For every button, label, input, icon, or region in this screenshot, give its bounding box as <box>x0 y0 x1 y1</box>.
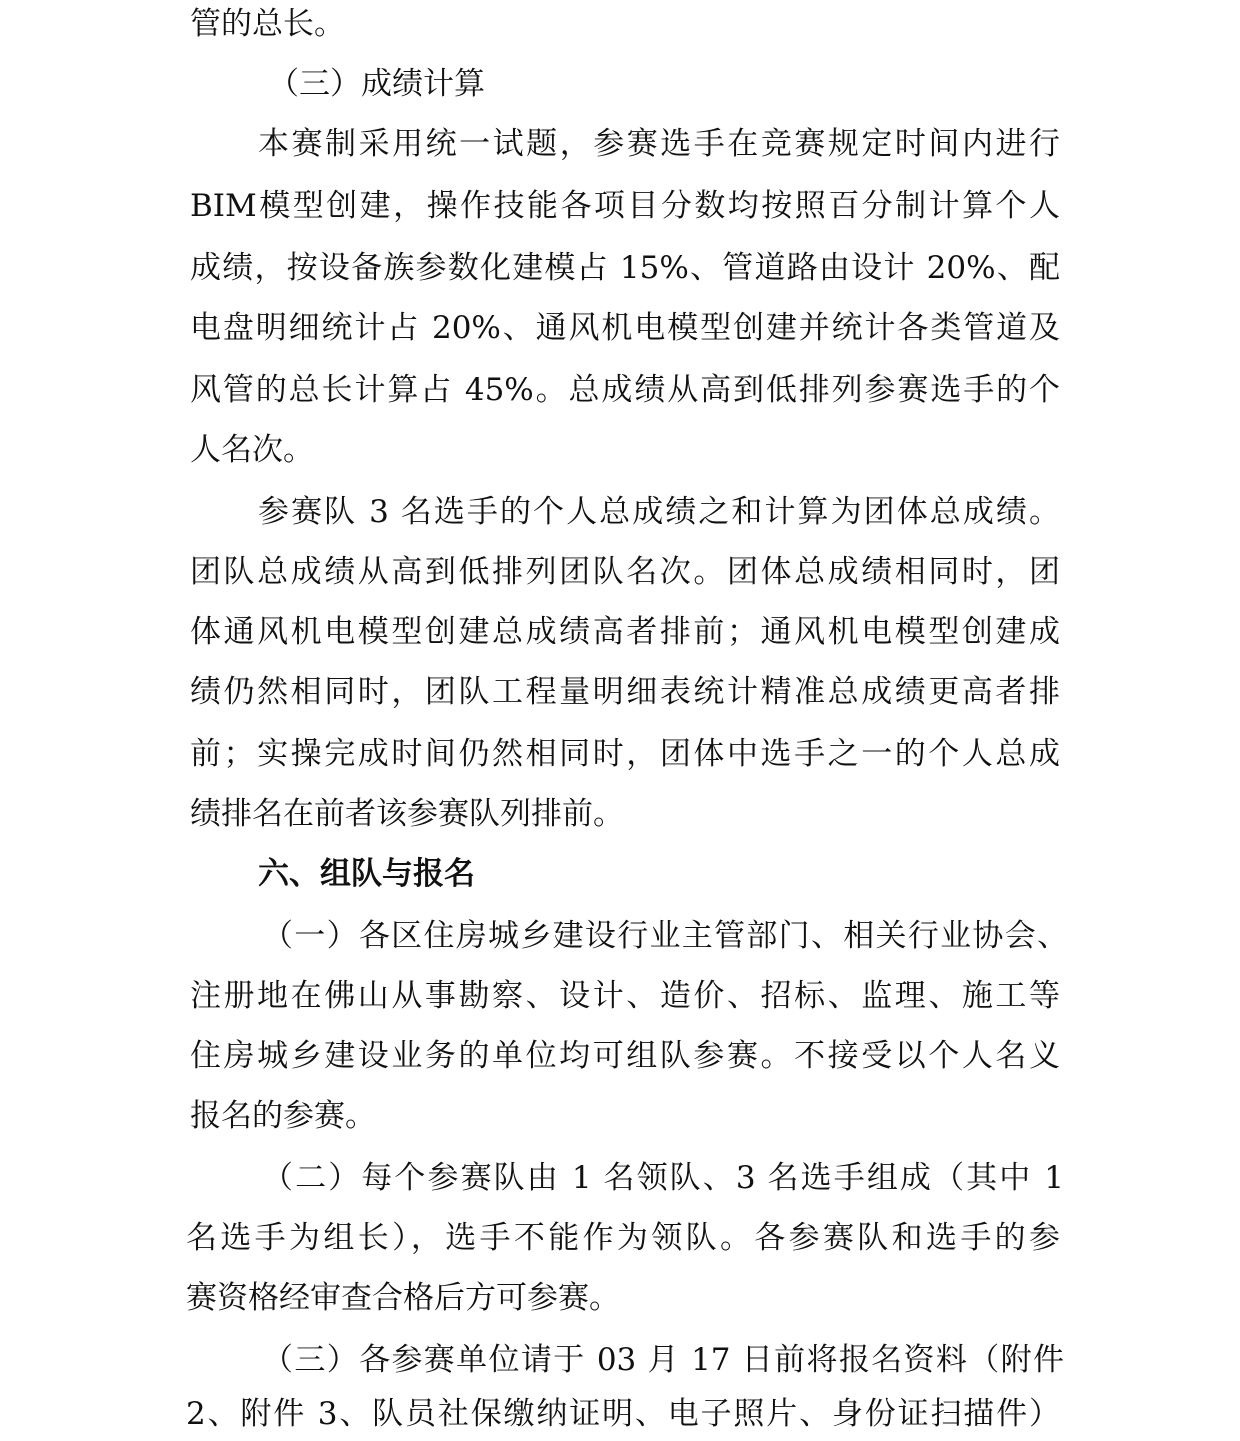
text-line: （二）每个参赛队由 1 名领队、3 名选手组成（其中 1 <box>262 1160 1064 1196</box>
text-line: 成绩，按设备族参数化建模占 15%、管道路由设计 20%、配 <box>190 250 1060 286</box>
text-line: 人名次。 <box>190 432 314 468</box>
text-line: 团队总成绩从高到低排列团队名次。团体总成绩相同时，团 <box>190 554 1060 590</box>
text-line: 绩排名在前者该参赛队列排前。 <box>190 796 624 832</box>
section-heading: 六、组队与报名 <box>258 856 475 892</box>
text-line: 本赛制采用统一试题，参赛选手在竞赛规定时间内进行 <box>258 126 1060 162</box>
text-line: 报名的参赛。 <box>190 1098 376 1134</box>
text-line: 风管的总长计算占 45%。总成绩从高到低排列参赛选手的个 <box>190 372 1060 408</box>
text-line: 前；实操完成时间仍然相同时，团体中选手之一的个人总成 <box>190 736 1060 772</box>
text-line: （三）各参赛单位请于 03 月 17 日前将报名资料（附件 <box>262 1342 1064 1378</box>
text-line: 管的总长。 <box>190 6 345 42</box>
text-line: 参赛队 3 名选手的个人总成绩之和计算为团体总成绩。 <box>258 494 1060 530</box>
text-line: （一）各区住房城乡建设行业主管部门、相关行业协会、 <box>262 918 1068 954</box>
text-line: 体通风机电模型创建总成绩高者排前；通风机电模型创建成 <box>190 614 1060 650</box>
section-heading: （三）成绩计算 <box>268 66 485 102</box>
text-line: 绩仍然相同时，团队工程量明细表统计精准总成绩更高者排 <box>190 674 1060 710</box>
text-line: 电盘明细统计占 20%、通风机电模型创建并统计各类管道及 <box>190 310 1060 346</box>
text-line: 2、附件 3、队员社保缴纳证明、电子照片、身份证扫描件） <box>186 1396 1060 1432</box>
text-line: 住房城乡建设业务的单位均可组队参赛。不接受以个人名义 <box>190 1038 1060 1074</box>
text-line: 赛资格经审查合格后方可参赛。 <box>186 1280 620 1316</box>
text-line: 名选手为组长），选手不能作为领队。各参赛队和选手的参 <box>186 1220 1060 1256</box>
text-line: 注册地在佛山从事勘察、设计、造价、招标、监理、施工等 <box>190 978 1060 1014</box>
text-line: BIM模型创建，操作技能各项目分数均按照百分制计算个人 <box>190 188 1060 224</box>
